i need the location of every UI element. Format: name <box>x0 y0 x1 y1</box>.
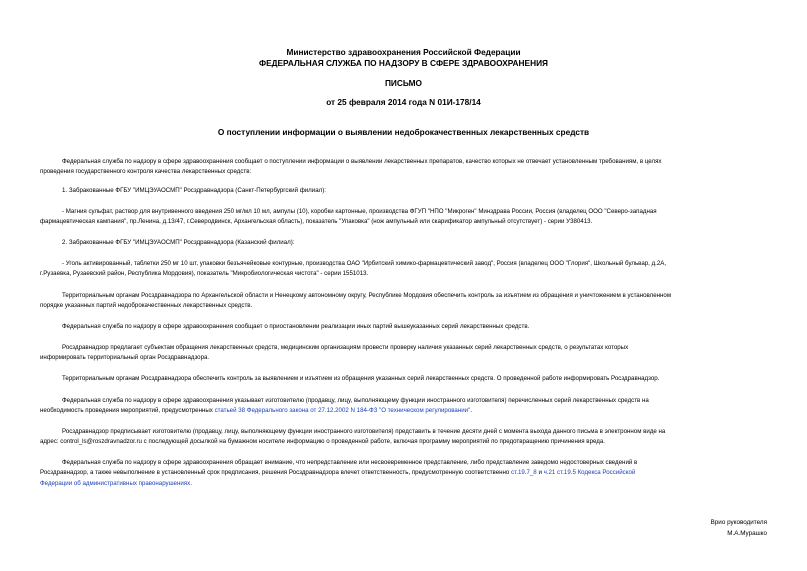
paragraph-line: - Уголь активированный, таблетки 250 мг 10 шт, упаковки безъячейковые контурные, производства ОАО "Ирбитский химико-фармацевтический завод", Россия (владелец ООО "Глория", Школьный бульвар, д.2А, <box>62 260 667 267</box>
paragraph-line: адрес: control_ls@roszdravnadzor.ru с последующей досылкой на бумажном носителе информацию о проведенной работе, включая программу мероприятий по предотвращению причинения вреда. <box>40 438 605 446</box>
service-name: ФЕДЕРАЛЬНАЯ СЛУЖБА ПО НАДЗОРУ В СФЕРЕ ЗДРАВООХРАНЕНИЯ <box>259 58 548 68</box>
paragraph-line: Росздравнадзор предписывает изготовителю (продавцу, лицу, выполняющему функции иностранного изготовителя) представить в течение десяти дней с момента выхода данного письма в электронном виде на <box>62 428 666 435</box>
paragraph-text: и <box>536 469 544 477</box>
paragraph-check-proposal <box>40 343 766 364</box>
paragraph-line: Федеральная служба по надзору в сфере здравоохранения сообщает о поступлении информации о выявлении лекарственных препаратов, качество которых не отвечает установленным требованиям, в целях <box>62 158 662 165</box>
paragraph-line: Федеральная служба по надзору в сфере здравоохранения указывает изготовителю (продавцу, лицу, выполняющему функции иностранного изготовителя) перечисленных серий лекарственных средств на <box>62 397 649 404</box>
paragraph-line <box>40 406 766 416</box>
paragraph-line: фармацевтическая кампания", пр.Ленина, д.13/47, г.Северодвинск, Архангельская область), показатель "Упаковка" (нож ампульный или скарификатор ампульный отсутствует) - серии У380413. <box>40 218 593 226</box>
signature-name: М.А.Мурашко <box>727 530 767 537</box>
paragraph-prescription <box>40 427 766 448</box>
paragraph-withdrawal-control <box>40 374 766 384</box>
paragraph-manufacturer-notice <box>40 396 766 417</box>
paragraph-line: Росздравнадзор предлагает субъектам обращения лекарственных средств, медицинским организациям провести проверку наличия указанных серий лекарственных средств, о результатах которых <box>62 344 629 351</box>
paragraph-line <box>40 479 766 489</box>
paragraph-item-2-detail <box>40 259 766 280</box>
paragraph-item-2-heading <box>40 238 766 248</box>
paragraph-intro <box>40 157 766 178</box>
paragraph-item-1-detail <box>40 207 766 228</box>
paragraph-line: Федеральная служба по надзору в сфере здравоохранения сообщает о приостановлении реализации иных партий вышеуказанных серий лекарственных средств. <box>62 323 530 330</box>
paragraph-suspension <box>40 322 766 332</box>
code-article-link[interactable]: ч.21 ст.19.5 Кодекса Российской <box>543 469 636 477</box>
paragraph-text: . <box>190 479 192 487</box>
ministry-name: Министерство здравоохранения Российской Федерации <box>286 47 521 57</box>
paragraph-line: Территориальным органам Росздравнадзора обеспечить контроль за выявлением и изъятием из обращения указанных серий лекарственных средств. О проведенной работе информировать Росздравнадзор. <box>62 375 660 382</box>
code-article-link[interactable]: ст.19.7_8 <box>511 469 537 477</box>
paragraph-line: г.Рузаевка, Рузаевский район, Республика Мордовия), показатель "Микробиологическая чистота" - серии 1551013. <box>40 270 369 278</box>
signature-position: Врио руководителя <box>710 519 767 526</box>
paragraph-line: Федеральная служба по надзору в сфере здравоохранения обращает внимание, что непредставление или несвоевременное представление, либо представление заведомо недостоверных сведений в <box>62 459 638 466</box>
paragraph-text: . <box>470 407 472 415</box>
code-article-link[interactable]: Федерации об административных правонарушениях <box>40 479 191 487</box>
document-subject: О поступлении информации о выявлении недоброкачественных лекарственных средств <box>217 127 590 137</box>
document-type: ПИСЬМО <box>384 78 423 88</box>
paragraph-line: проведения государственного контроля качества лекарственных средств: <box>40 168 252 176</box>
paragraph-line: 2. Забракованные ФГБУ "ИМЦЭУАОСМП" Росздравнадзора (Казанский филиал): <box>62 239 295 246</box>
paragraph-line: порядке указанных партий недоброкачественных лекарственных средств. <box>40 302 253 310</box>
paragraph-line: - Магния сульфат, раствор для внутривенного введения 250 мг/мл 10 мл, ампулы (10), коробки картонные, производства ФГУП "НПО "Микроген" Минздрава России, Россия (владелец ООО "Северо-западная <box>62 208 657 215</box>
paragraph-line: 1. Забракованные ФГБУ "ИМЦЭУАОСМП" Росздравнадзора (Санкт-Петербургский филиал): <box>62 187 326 194</box>
paragraph-line: Территориальным органам Росздравнадзора по Архангельской области и Ненецкому автономному округу, Республике Мордовия обеспечить контроль за изъятием из обращения и уничтожением в установленном <box>62 292 672 299</box>
paragraph-text: необходимость проведения мероприятий, предусмотренных <box>40 407 215 415</box>
paragraph-liability <box>40 458 766 489</box>
paragraph-text: Росздравнадзор, а также невыполнение в установленный срок предписания, решения Росздравнадзора влечет ответственность, предусмотренную соответственно <box>40 469 512 477</box>
paragraph-line: информировать территориальный орган Росздравнадзора. <box>40 354 210 362</box>
law-link[interactable]: статьей 38 Федерального закона от 27.12.2002 N 184-ФЗ "О техническом регулировании" <box>214 407 471 415</box>
paragraph-item-1-heading <box>40 186 766 196</box>
paragraph-line <box>40 468 766 478</box>
document-date-number: от 25 февраля 2014 года N 01И-178/14 <box>326 97 481 107</box>
paragraph-territorial-control <box>40 291 766 312</box>
